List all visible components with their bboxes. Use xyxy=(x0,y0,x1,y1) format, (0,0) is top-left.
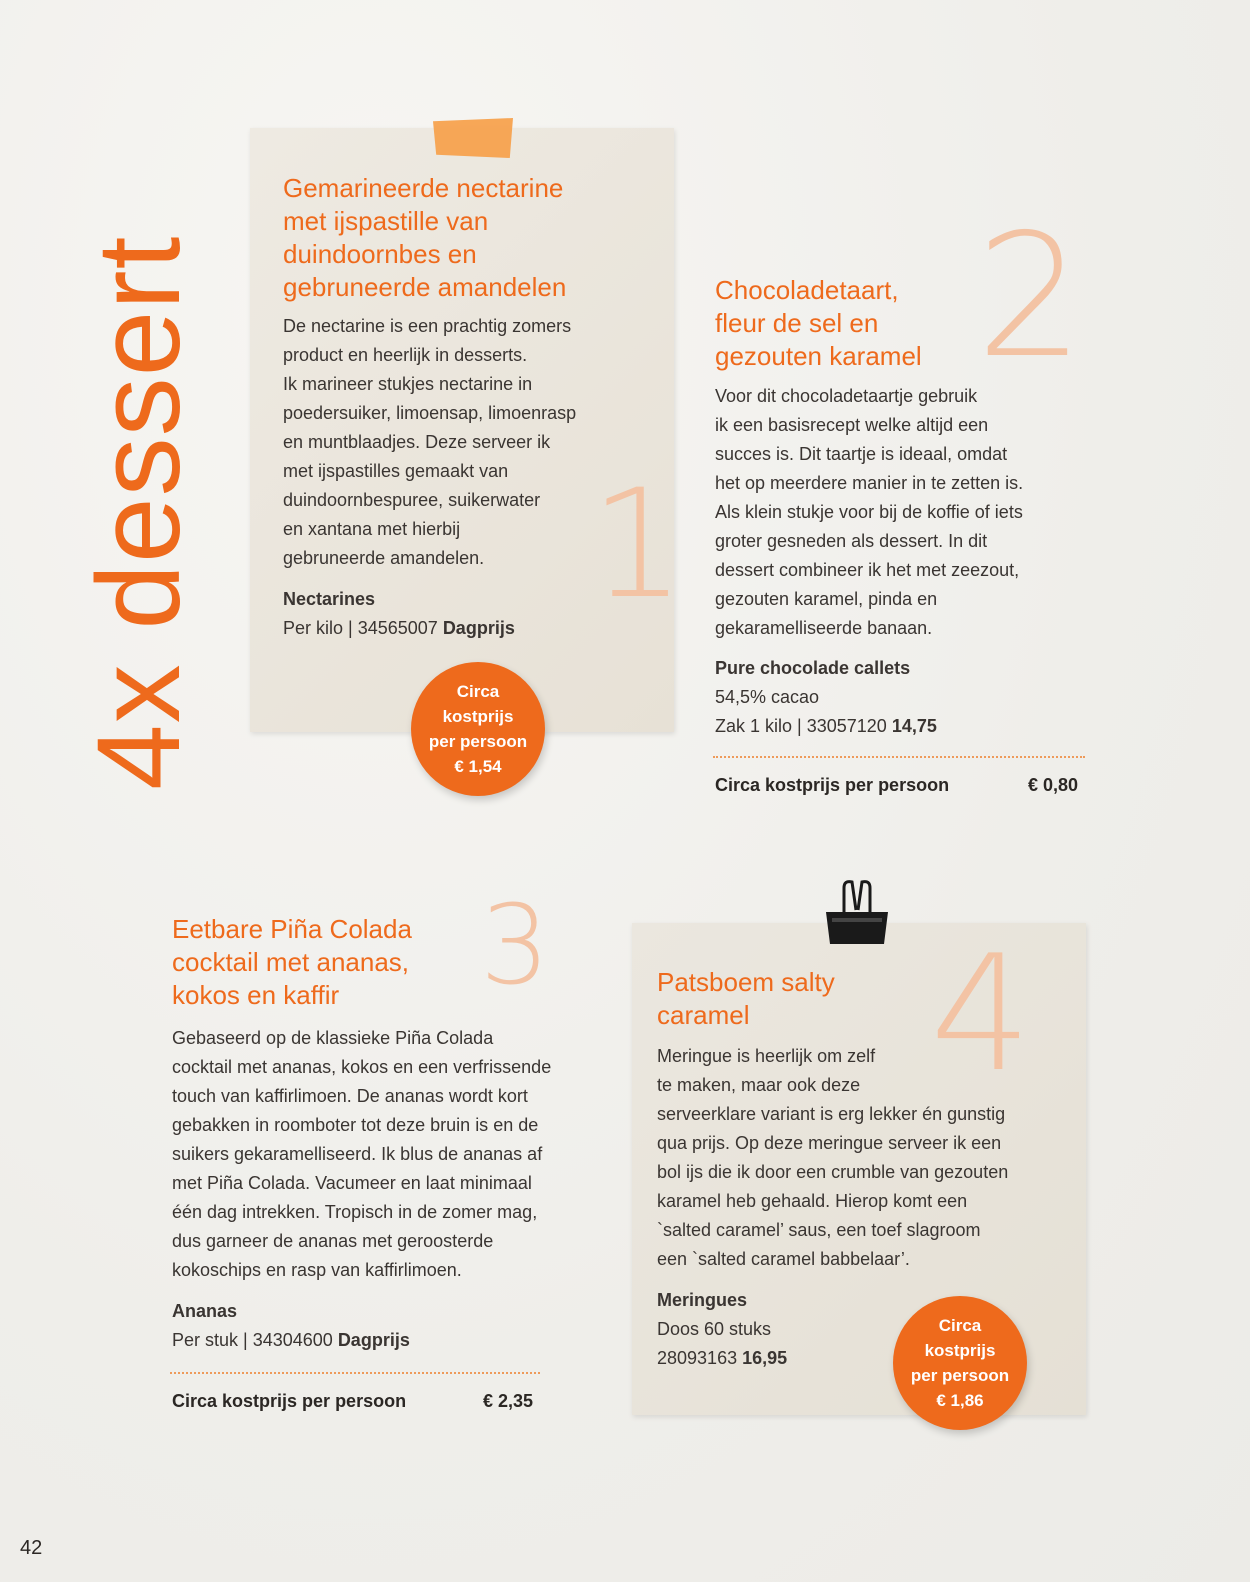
recipe-4-product-name: Meringues xyxy=(657,1290,748,1310)
recipe-3-title: Eetbare Piña Colada cocktail met ananas, kokos en kaffir xyxy=(172,914,412,1010)
divider xyxy=(713,756,1085,758)
recipe-2-cost-value: € 0,80 xyxy=(1028,775,1079,795)
recipe-2-number: 2 xyxy=(976,198,1085,396)
recipe-1-number: 1 xyxy=(590,458,686,632)
recipe-3-number: 3 xyxy=(480,881,550,1009)
recipe-2-product-name: Pure chocolade callets xyxy=(715,658,911,678)
recipe-3-cost-value: € 2,35 xyxy=(483,1391,534,1411)
tape-decoration xyxy=(433,118,513,158)
recipe-2-cost-label: Circa kostprijs per persoon xyxy=(715,775,950,795)
recipe-3-body: Gebaseerd op de klassieke Piña Colada cocktail met ananas, kokos en een verfrissende touch van kaffirlimoen. De ananas wordt kort gebakken in roomboter tot deze bruin is en de suikers gekaramelliseerd. Ik blus de ananas af met Piña Colada. Vacumeer en laat minimaal één dag intrekken. Tropisch in de zomer mag, dus garneer de ananas met geroosterde kokoschips en rasp van kaffirlimoen. xyxy=(172,1028,552,1280)
page-title: 4x dessert xyxy=(73,235,205,790)
recipe-2-product-info: Zak 1 kilo | 33057120 14,75 xyxy=(715,716,937,736)
page-number: 42 xyxy=(20,1537,43,1559)
recipe-3-product-info: Per stuk | 34304600 Dagprijs xyxy=(172,1330,410,1350)
recipe-2-body: Voor dit chocoladetaartje gebruik ik een basisrecept welke altijd een succes is. Dit taartje is ideaal, omdat het op meerdere manier in te zetten is. Als klein stukje voor bij de koffie of iets groter gesneden als dessert. In dit dessert combineer ik het met zeezout, gezouten karamel, pinda en gekaramelliseerde banaan. xyxy=(715,386,1024,638)
recipe-3-cost-label: Circa kostprijs per persoon xyxy=(172,1391,407,1411)
recipe-4-number: 4 xyxy=(930,920,1032,1107)
recipe-1-product-info: Per kilo | 34565007 Dagprijs xyxy=(283,618,515,638)
divider xyxy=(170,1372,540,1374)
recipe-1-cost-badge: Circa kostprijs per persoon € 1,54 xyxy=(411,662,545,796)
recipe-3-product-name: Ananas xyxy=(172,1301,238,1321)
recipe-1-body: De nectarine is een prachtig zomers product en heerlijk in desserts. Ik marineer stukjes nectarine in poedersuiker, limoensap, limoenrasp en muntblaadjes. Deze serveer ik met ijspastilles gemaakt van duindoornbespuree, suikerwater en xantana met hierbij gebruneerde amandelen. xyxy=(283,316,577,568)
recipe-2-product-sub: 54,5% cacao xyxy=(715,687,820,707)
recipe-4-cost-badge: Circa kostprijs per persoon € 1,86 xyxy=(893,1296,1027,1430)
recipe-2-title: Chocoladetaart, fleur de sel en gezouten karamel xyxy=(715,275,922,371)
recipe-4-title: Patsboem salty caramel xyxy=(657,967,835,1030)
recipe-1-product-name: Nectarines xyxy=(283,589,376,609)
binder-clip-icon xyxy=(822,878,892,950)
recipe-4-product-sub: Doos 60 stuks xyxy=(657,1319,772,1339)
recipe-1-title: Gemarineerde nectarine met ijspastille van duindoornbes en gebruneerde amandelen xyxy=(283,173,567,302)
recipe-4-body: Meringue is heerlijk om zelf te maken, maar ook deze serveerklare variant is erg lekker én gunstig qua prijs. Op deze meringue serveer ik een bol ijs die ik door een crumble van gezouten karamel heb gehaald. Hierop komt een `salted caramel’ saus, een toef slagroom een `salted caramel babbelaar’. xyxy=(657,1046,1009,1269)
recipe-4-product-info: 28093163 16,95 xyxy=(657,1348,788,1368)
